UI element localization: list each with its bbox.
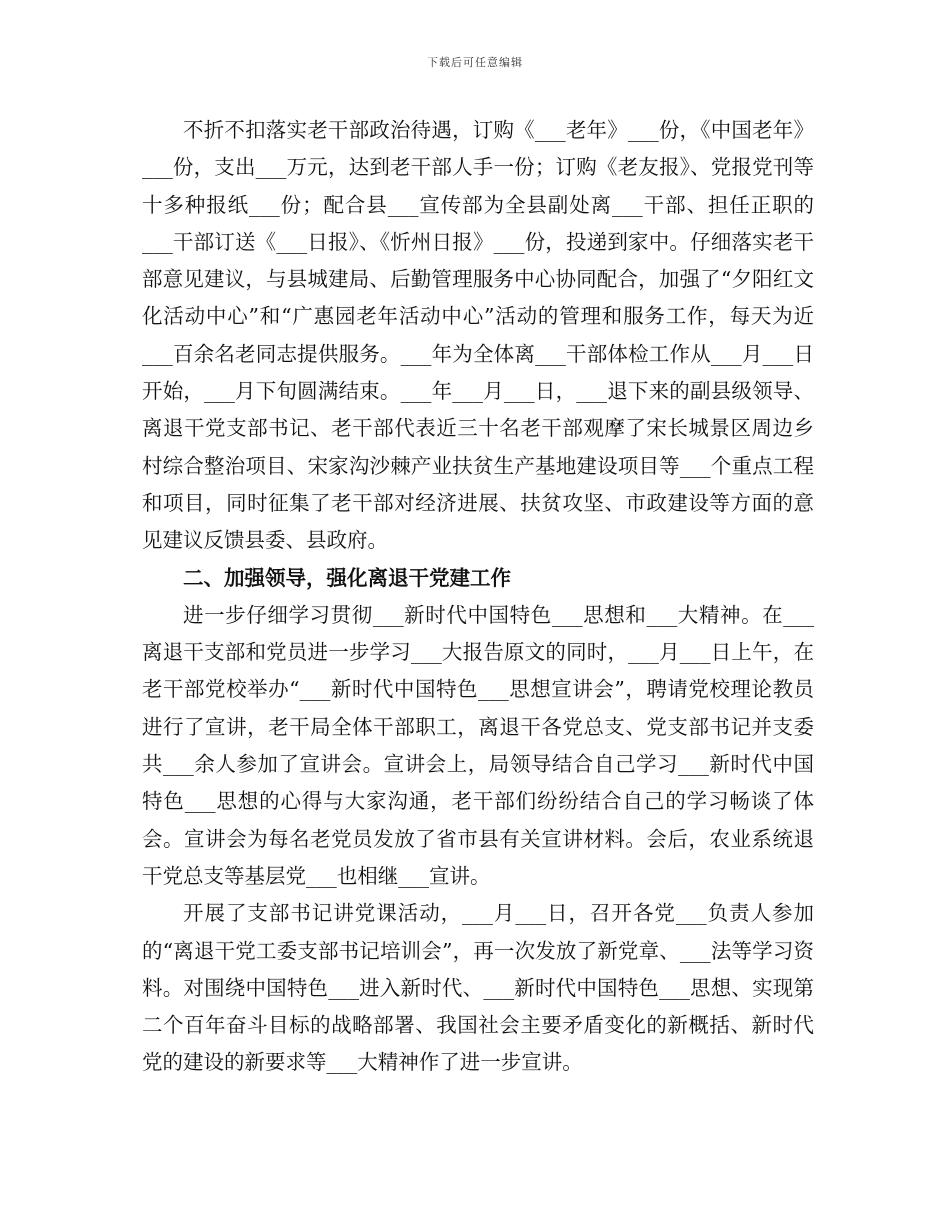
paragraph: 不折不扣落实老干部政治待遇，订购《___老年》___份，《中国老年》___份，支出___万元，达到老干部人手一份；订购《老友报》、党报党刊等十多种报纸___份；配合县___宣传部为全县副处离___干部、担任正职的___干部订送《___日报》、《忻州日报》___份，投递到家中。仔细落实老干部意见建议，与县城建局、后勤管理服务中心协同配合，加强了“夕阳红文化活动中心”和“广惠园老年活动中心”活动的管理和服务工作，每天为近___百余名老同志提供服务。___年为全体离___干部体检工作从___月___日开始，___月下旬圆满结束。___年___月___日，___退下来的副县级领导、离退干党支部书记、老干部代表近三十名老干部观摩了宋长城景区周边乡村综合整治项目、宋家沟沙棘产业扶贫生产基地建设项目等___个重点工程和项目，同时征集了老干部对经济进展、扶贫攻坚、市政建设等方面的意见建议反馈县委、县政府。 xyxy=(142,118,814,553)
section-heading: 二、加强领导，强化离退干党建工作 xyxy=(183,565,511,590)
paragraph: 进一步仔细学习贯彻___新时代中国特色___思想和___大精神。在___离退干支部和党员进一步学习___大报告原文的同时，___月___日上午，在老干部党校举办“___新时代中国特色___思想宣讲会”，聘请党校理论教员进行了宣讲，老干局全体干部职工，离退干各党总支、党支部书记并支委共___余人参加了宣讲会。宣讲会上，局领导结合自己学习___新时代中国特色___思想的心得与大家沟通，老干部们纷纷结合自己的学习畅谈了体会。宣讲会为每名老党员发放了省市县有关宣讲材料。会后，农业系统退干党总支等基层党___也相继___宣讲。 xyxy=(142,602,814,888)
page-header: 下载后可任意编辑 xyxy=(427,56,523,69)
document-body xyxy=(142,112,814,1082)
paragraph: 开展了支部书记讲党课活动，___月___日，召开各党___负责人参加的“离退干党工委支部书记培训会”，再一次发放了新党章、___法等学习资料。对围绕中国特色___进入新时代、___新时代中国特色___思想、实现第二个百年奋斗目标的战略部署、我国社会主要矛盾变化的新概括、新时代党的建设的新要求等___大精神作了进一步宣讲。 xyxy=(142,901,814,1075)
